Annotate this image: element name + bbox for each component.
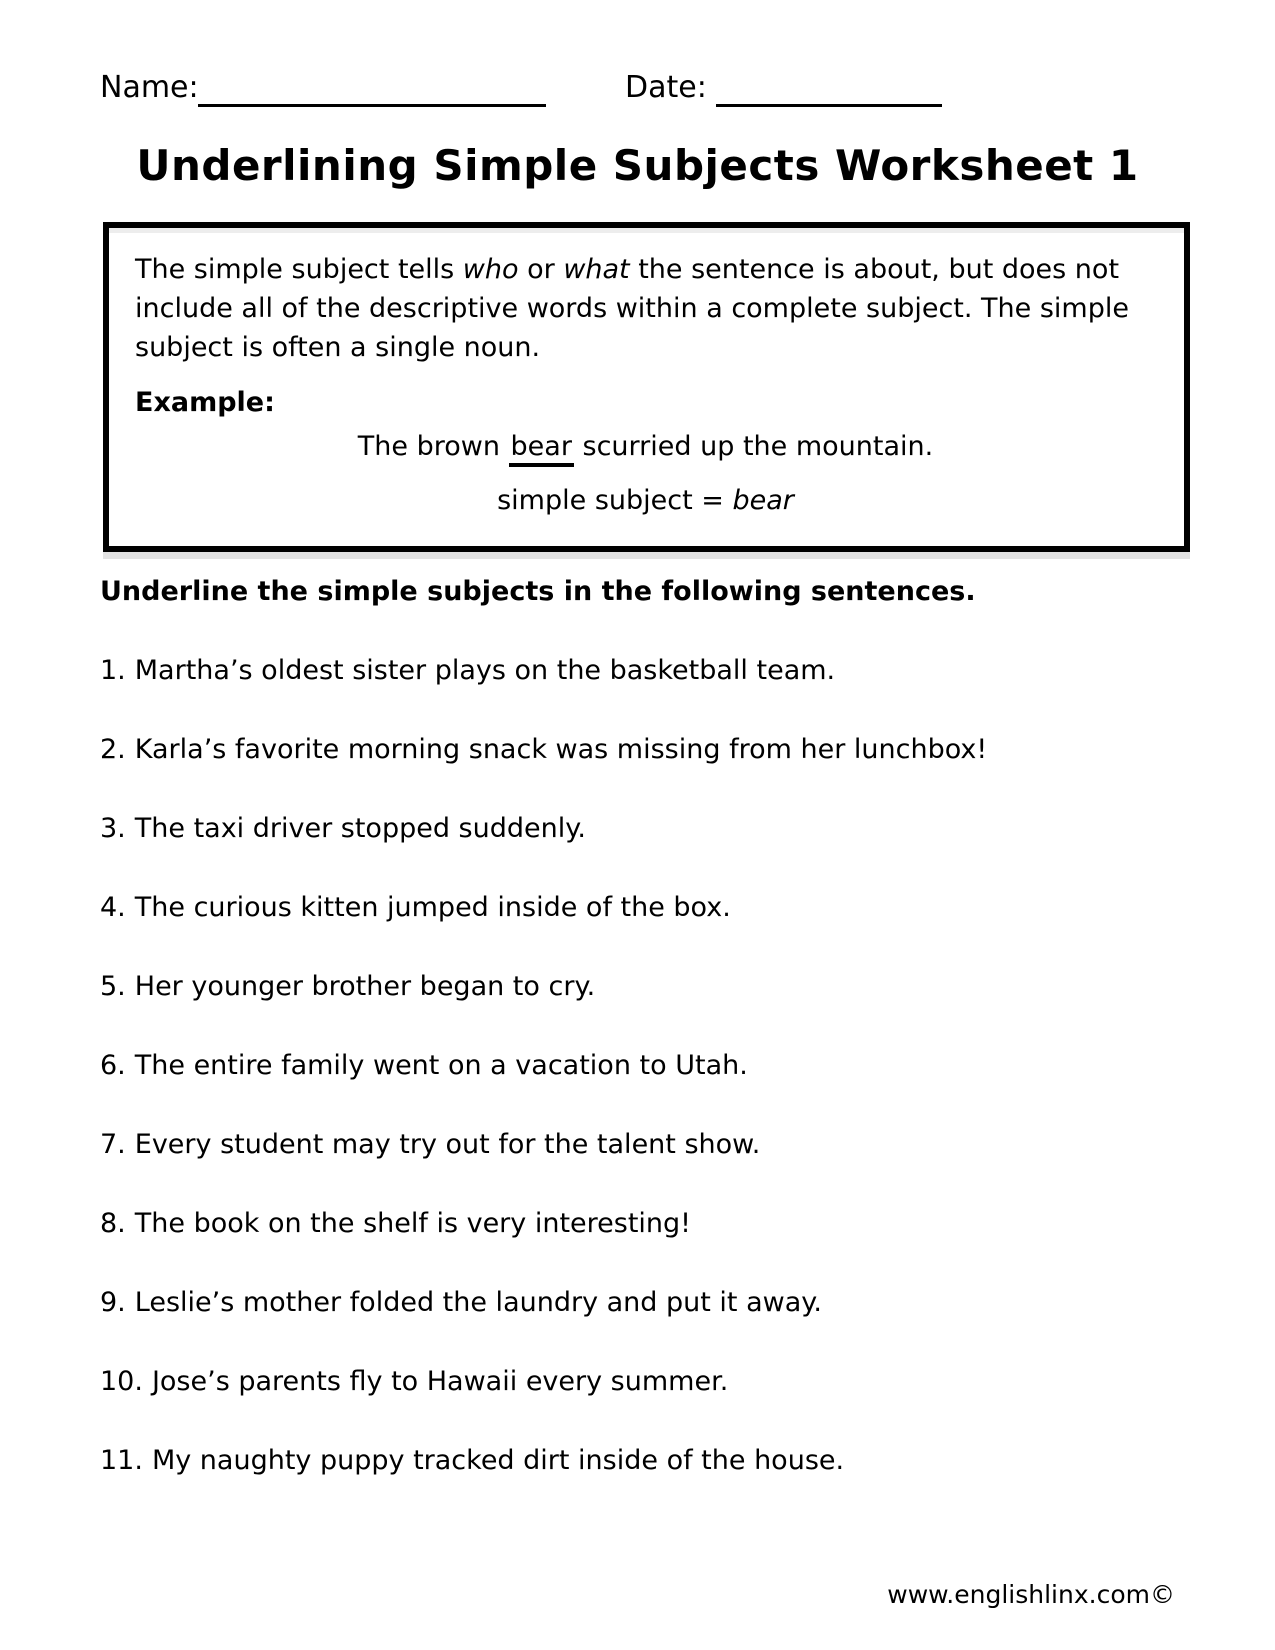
item-number: 4. <box>100 892 126 923</box>
example-result-label: simple subject = <box>497 485 733 517</box>
example-result <box>135 485 1156 516</box>
item-text: Martha’s oldest sister plays on the basketball team. <box>134 655 836 686</box>
date-label: Date: <box>625 70 707 105</box>
sentence-item-8 <box>100 1207 987 1241</box>
item-number: 7. <box>100 1129 126 1160</box>
item-text: Jose’s parents fly to Hawaii every summer. <box>151 1366 729 1397</box>
item-text: The entire family went on a vacation to Utah. <box>134 1050 748 1081</box>
item-number: 11. <box>100 1445 143 1476</box>
item-text: Every student may try out for the talent show. <box>134 1129 761 1160</box>
sentence-item-10 <box>100 1365 987 1399</box>
item-text: Karla’s favorite morning snack was missing from her lunchbox! <box>134 734 988 765</box>
sentence-item-2 <box>100 733 987 767</box>
sentence-item-7 <box>100 1128 987 1162</box>
item-text: The book on the shelf is very interesting! <box>134 1208 692 1239</box>
definition-text <box>135 250 1156 367</box>
example-sentence <box>135 431 1156 462</box>
example-label: Example: <box>135 387 275 419</box>
item-number: 8. <box>100 1208 126 1239</box>
sentence-item-9 <box>100 1286 987 1320</box>
item-number: 2. <box>100 734 126 765</box>
item-number: 9. <box>100 1287 126 1318</box>
item-number: 10. <box>100 1366 143 1397</box>
item-text: The curious kitten jumped inside of the box. <box>134 892 731 923</box>
sentence-item-1 <box>100 654 987 688</box>
item-text: My naughty puppy tracked dirt inside of the house. <box>151 1445 845 1476</box>
date-blank-line <box>716 64 942 107</box>
item-number: 3. <box>100 813 126 844</box>
item-number: 1. <box>100 655 126 686</box>
example-sentence-post: scurried up the mountain. <box>573 431 934 463</box>
definition-box <box>103 222 1190 552</box>
name-label: Name: <box>100 70 199 105</box>
definition-italic-who: who <box>462 254 519 285</box>
example-underlined-subject: bear <box>509 431 574 467</box>
sentence-list <box>100 654 987 1523</box>
item-number: 5. <box>100 971 126 1002</box>
sentence-item-5 <box>100 970 987 1004</box>
example-result-word: bear <box>732 485 794 517</box>
definition-part: the sentence is about, but does not include all of the descriptive words within a complete subject. The simple subject is often a single noun. <box>135 254 1129 364</box>
item-number: 6. <box>100 1050 126 1081</box>
definition-part: The simple subject tells <box>135 254 463 285</box>
sentence-item-4 <box>100 891 987 925</box>
item-text: Leslie’s mother folded the laundry and put it away. <box>134 1287 822 1318</box>
website-credit: www.englishlinx.com© <box>887 1580 1175 1609</box>
item-text: Her younger brother began to cry. <box>134 971 596 1002</box>
sentence-item-3 <box>100 812 987 846</box>
sentence-item-11 <box>100 1444 987 1478</box>
example-sentence-pre: The brown <box>357 431 509 463</box>
name-blank-line <box>198 64 546 107</box>
page-title: Underlining Simple Subjects Worksheet 1 <box>136 141 1139 190</box>
sentence-item-6 <box>100 1049 987 1083</box>
definition-part: or <box>518 254 564 285</box>
worksheet-instruction: Underline the simple subjects in the following sentences. <box>100 576 976 607</box>
item-text: The taxi driver stopped suddenly. <box>134 813 586 844</box>
definition-italic-what: what <box>563 254 630 285</box>
